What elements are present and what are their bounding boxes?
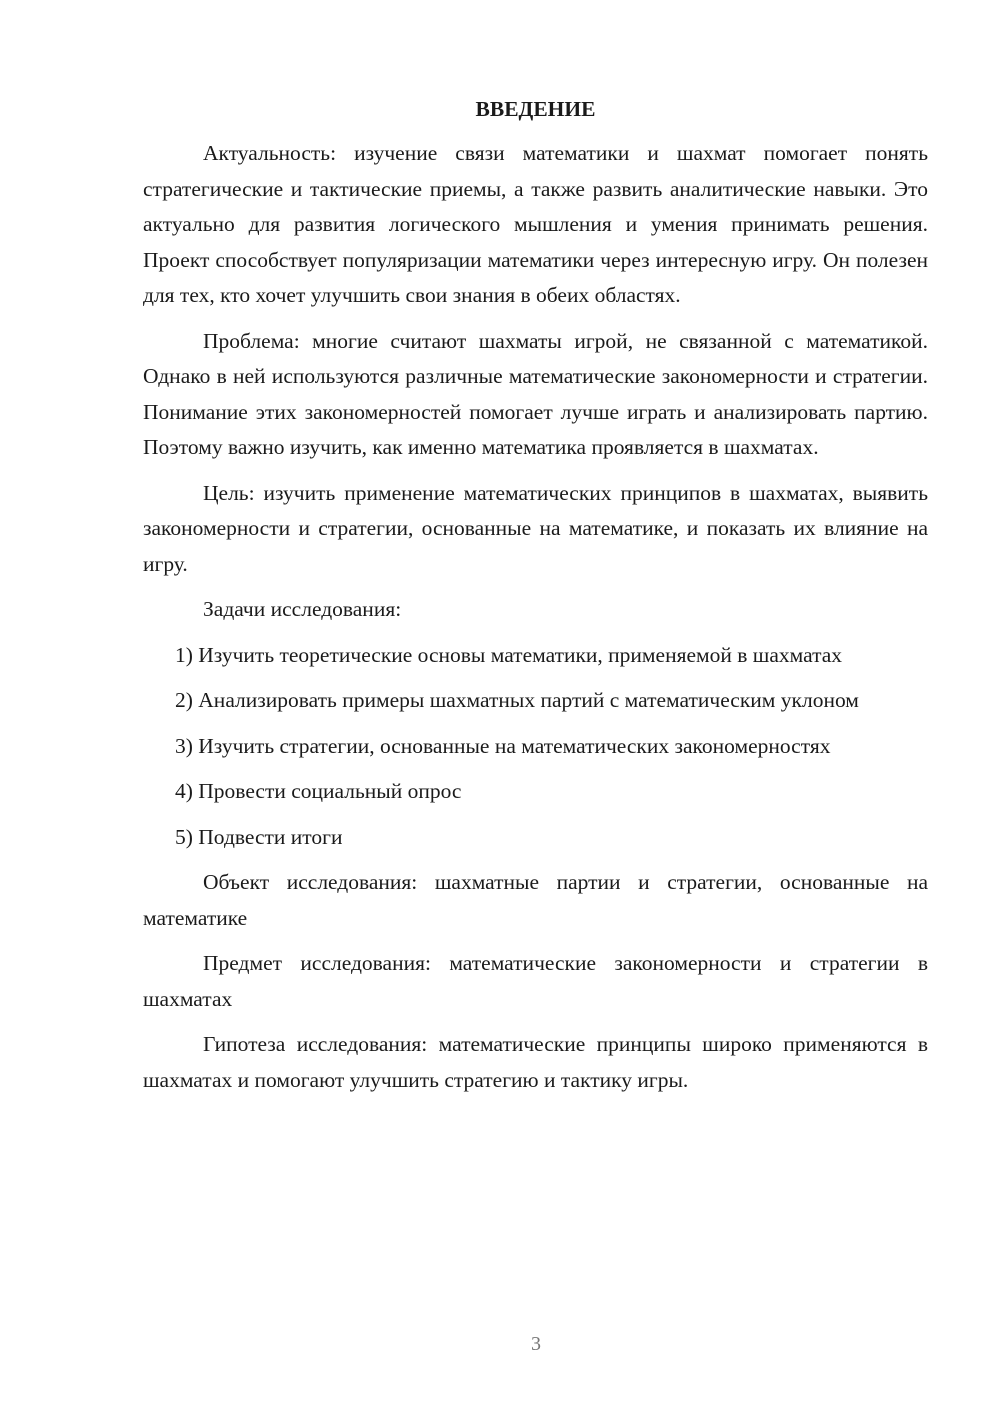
subject-paragraph: Предмет исследования: математические закономерности и стратегии в шахматах [143,951,928,1011]
tasks-heading: Задачи исследования: [203,597,402,621]
problem-paragraph: Проблема: многие считают шахматы игрой, не связанной с математикой. Однако в ней используются различные математические закономерности и стратегии. Понимание этих закономерностей помогает лучше играть и анализировать партию. Поэтому важно изучить, как именно математика проявляется в шахматах. [143,328,928,459]
object-paragraph: Объект исследования: шахматные партии и стратегии, основанные на математике [143,870,928,930]
goal-paragraph: Цель: изучить применение математических принципов в шахматах, выявить закономерности и стратегии, основанные на математике, и показать их влияние на игру. [143,480,928,576]
task-item: 1) Изучить теоретические основы математики, применяемой в шахматах [175,642,843,667]
task-item: 5) Подвести итоги [175,824,343,849]
relevance-paragraph: Актуальность: изучение связи математики и шахмат помогает понять стратегические и тактические приемы, а также развить аналитические навыки. Это актуально для развития логического мышления и умения принимать решения. Проект способствует популяризации математики через интересную игру. Он полезен для тех, кто хочет улучшить свои знания в обеих областях. [143,141,928,307]
page-title: ВВЕДЕНИЕ [475,97,596,121]
task-item: 4) Провести социальный опрос [175,779,462,803]
document-page [143,92,928,1108]
page-number: 3 [531,1333,541,1355]
task-item: 3) Изучить стратегии, основанные на математических закономерностях [175,733,831,758]
task-item: 2) Анализировать примеры шахматных партий с математическим уклоном [175,688,859,712]
hypothesis-paragraph: Гипотеза исследования: математические принципы широко применяются в шахматах и помогают улучшить стратегию и тактику игры. [143,1032,928,1092]
